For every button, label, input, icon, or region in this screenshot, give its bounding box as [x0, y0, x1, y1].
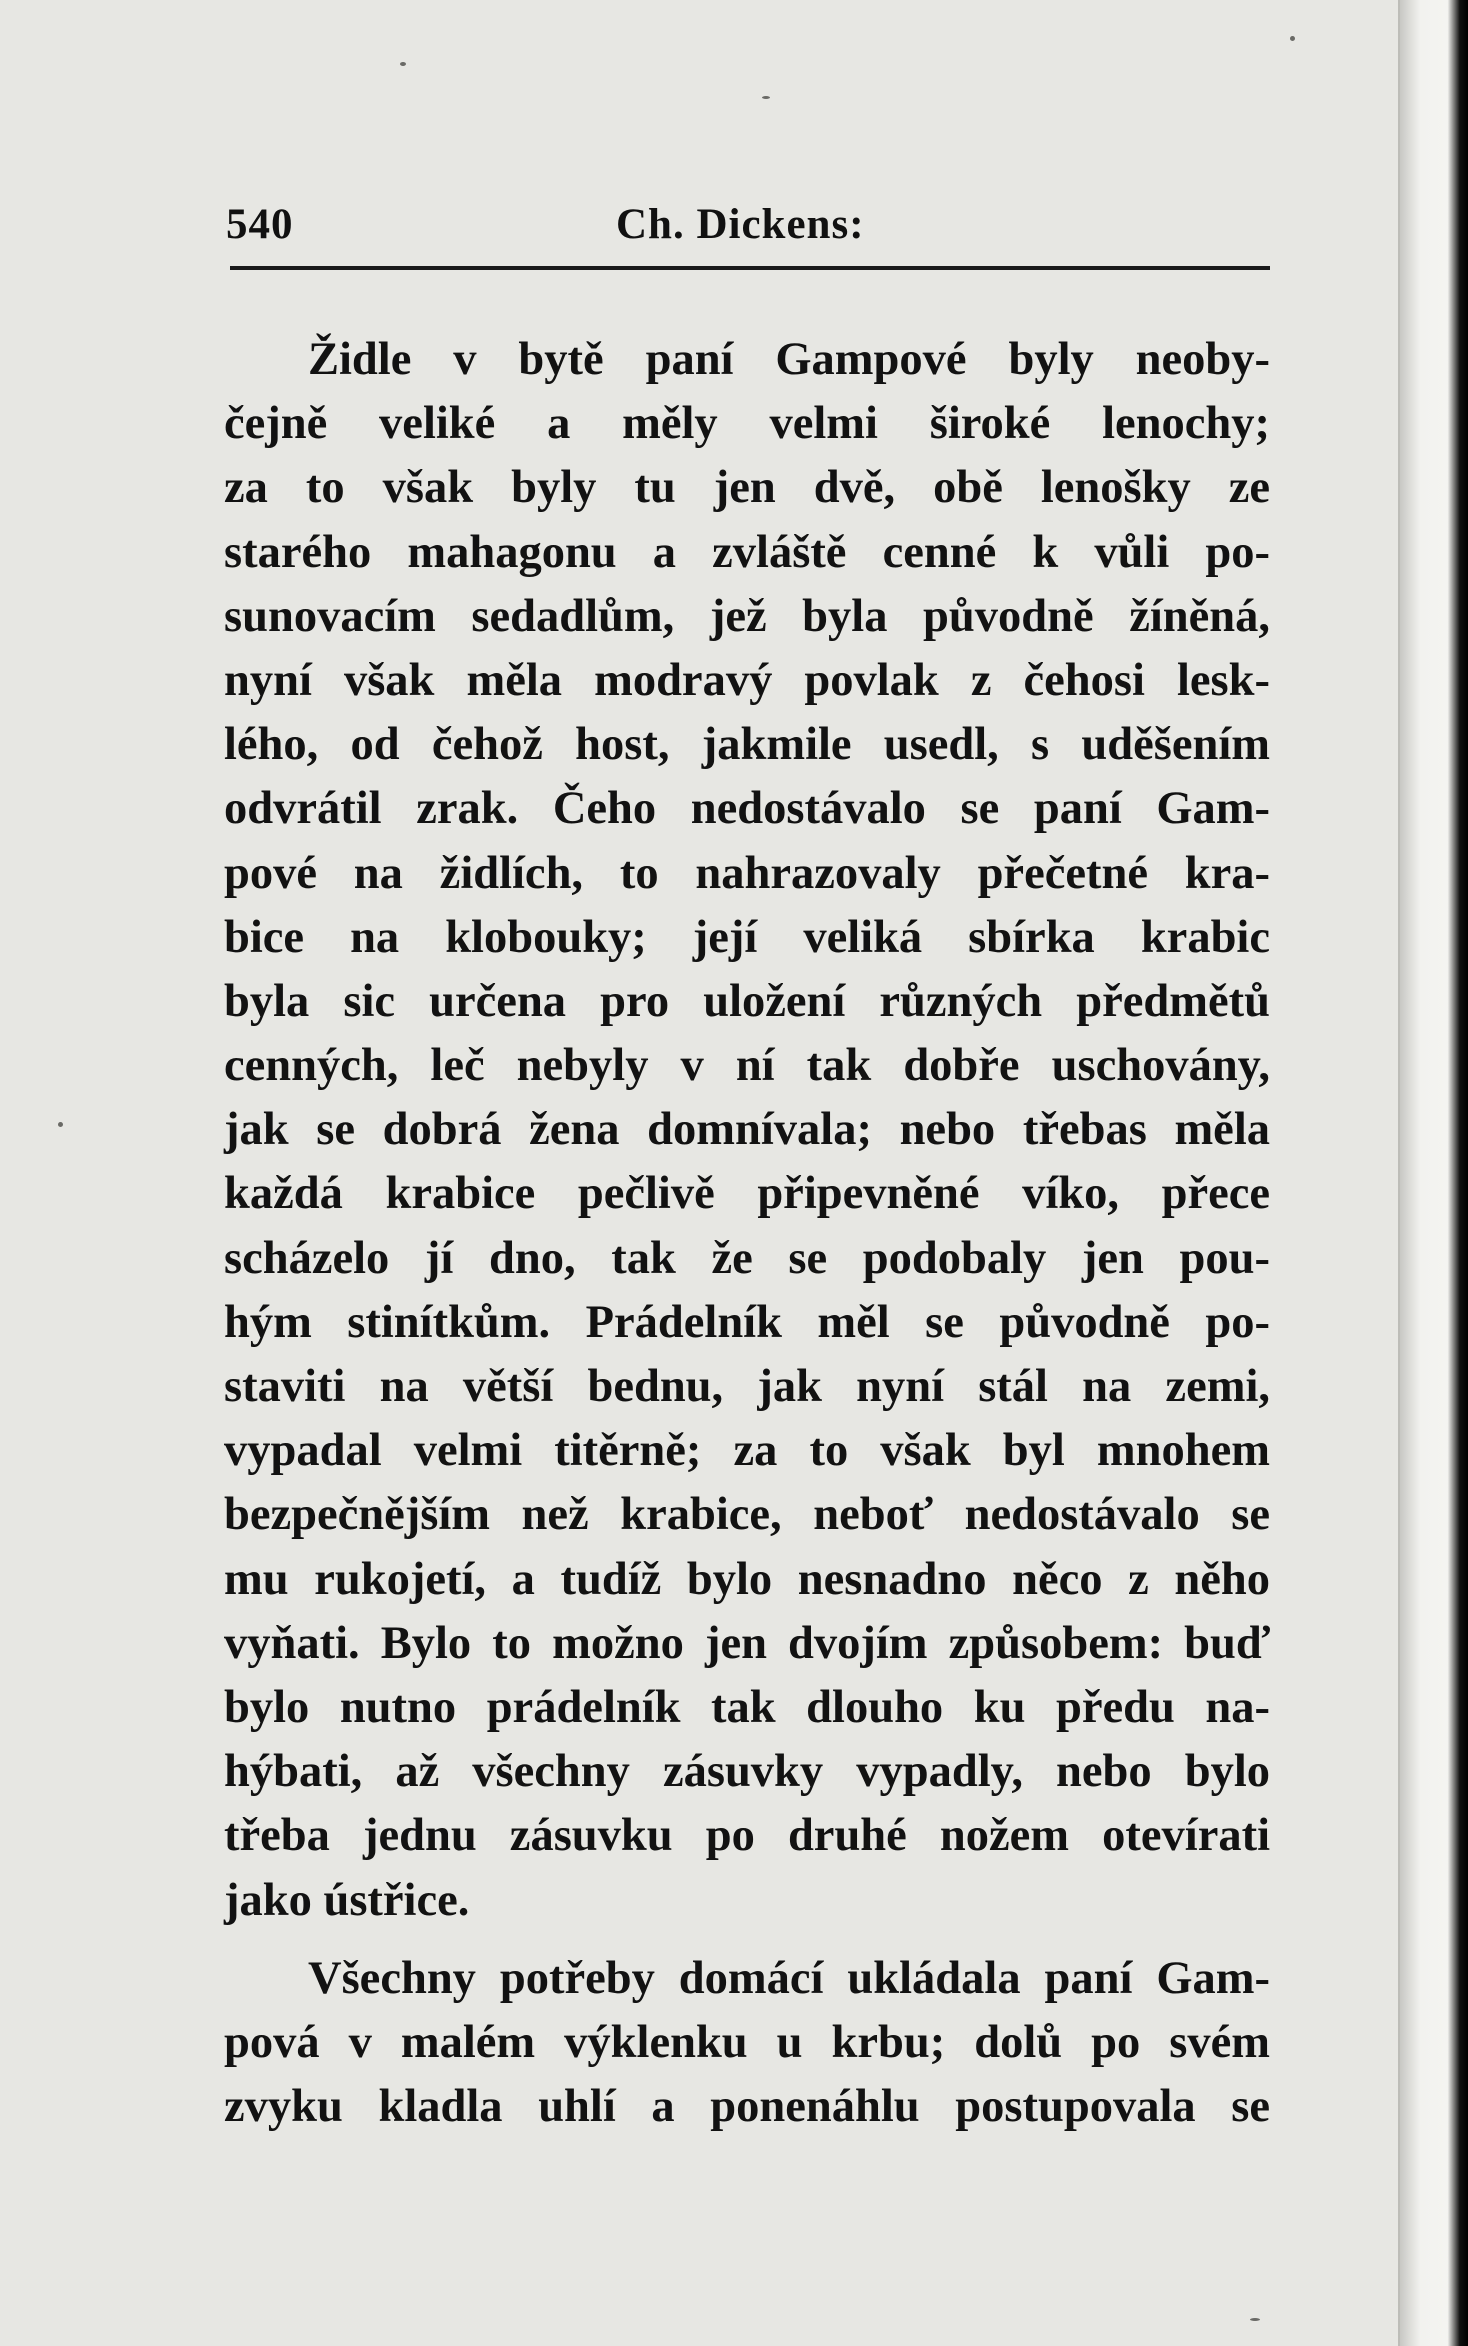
text-line: bice na klobouky; její veliká sbírka krabic — [224, 911, 1270, 963]
ink-speck — [1290, 36, 1295, 41]
ink-speck — [762, 96, 770, 99]
text-line: za to však byly tu jen dvě, obě lenošky ze — [224, 462, 1270, 514]
text-line: mu rukojetí, a tudíž bylo nesnadno něco z něho — [224, 1553, 1270, 1605]
text-line: odvrátil zrak. Čeho nedostávalo se paní Gam- — [224, 783, 1270, 835]
text-line: bylo nutno prádelník tak dlouho ku předu na- — [224, 1681, 1270, 1733]
text-line: starého mahagonu a zvláště cenné k vůli po- — [224, 526, 1270, 578]
text-line: hým stinítkům. Prádelník měl se původně po- — [224, 1296, 1270, 1348]
text-line: sunovacím sedadlům, jež byla původně žíněná, — [224, 590, 1270, 642]
ink-speck — [400, 62, 406, 66]
text-line: Židle v bytě paní Gampové byly neoby- — [308, 334, 1270, 385]
text-line: každá krabice pečlivě připevněné víko, přece — [224, 1168, 1270, 1220]
text-line: jako ústřice. — [224, 1874, 470, 1926]
page-header — [226, 200, 1270, 270]
text-line: byla sic určena pro uložení různých předmětů — [224, 975, 1270, 1027]
text-line: pová v malém výklenku u krbu; dolů po svém — [224, 2016, 1270, 2068]
text-line: lého, od čehož host, jakmile usedl, s uděšením — [224, 719, 1270, 771]
text-line: pové na židlích, to nahrazovaly přečetné kra- — [224, 847, 1270, 899]
header-rule — [230, 266, 1270, 270]
facing-page-edge — [1400, 0, 1468, 2346]
text-line: vyňati. Bylo to možno jen dvojím způsobem: buď — [224, 1617, 1270, 1669]
ink-speck — [58, 1122, 63, 1127]
text-line: zvyku kladla uhlí a ponenáhlu postupovala se — [224, 2081, 1270, 2133]
text-line: staviti na větší bednu, jak nyní stál na zemi, — [224, 1361, 1270, 1412]
text-line: čejně veliké a měly velmi široké lenochy; — [224, 398, 1270, 450]
page-number: 540 — [226, 201, 294, 248]
running-title: Ch. Dickens: — [616, 201, 865, 248]
text-line: vypadal velmi titěrně; za to však byl mnohem — [224, 1425, 1270, 1477]
text-line: nyní však měla modravý povlak z čehosi lesk- — [224, 654, 1270, 706]
text-line: Všechny potřeby domácí ukládala paní Gam- — [308, 1952, 1270, 2004]
ink-speck — [1250, 2318, 1260, 2321]
paragraph-2 — [224, 1947, 1270, 2140]
text-line: cenných, leč nebyly v ní tak dobře uschovány, — [224, 1040, 1270, 1092]
paragraph-1 — [224, 328, 1270, 1933]
body-text — [224, 328, 1270, 2139]
text-line: bezpečnějším než krabice, neboť nedostávalo se — [224, 1489, 1270, 1541]
text-line: jak se dobrá žena domnívala; nebo třebas měla — [224, 1104, 1270, 1156]
text-line: třeba jednu zásuvku po druhé nožem otevírati — [224, 1810, 1270, 1862]
text-line: scházelo jí dno, tak že se podobaly jen pou- — [224, 1232, 1270, 1284]
text-line: hýbati, až všechny zásuvky vypadly, nebo bylo — [224, 1746, 1270, 1798]
